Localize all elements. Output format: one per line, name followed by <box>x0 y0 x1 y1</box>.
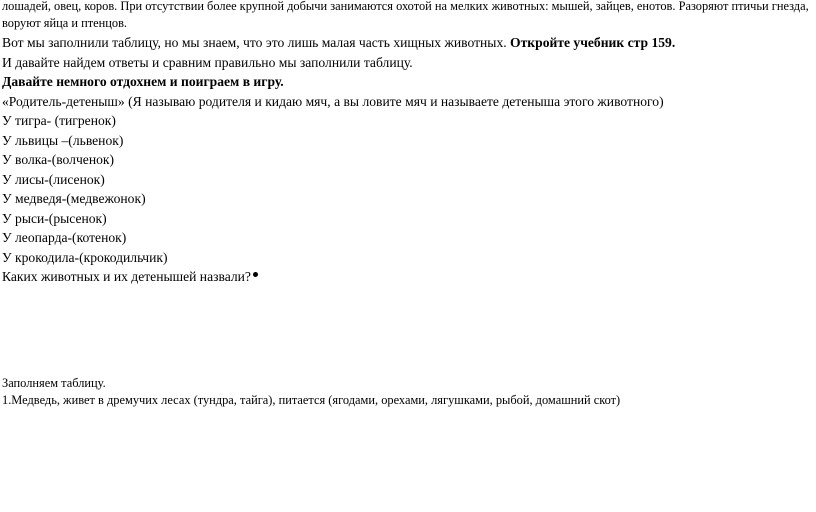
textbook-page-reference: Откройте учебник стр 159. <box>510 35 676 50</box>
list-item: У тигра- (тигренок) <box>2 113 116 128</box>
parent-child-list <box>2 111 814 267</box>
blank-space <box>2 287 814 375</box>
list-item: У медведя-(медвежонок) <box>2 191 146 206</box>
list-item: У лисы-(лисенок) <box>2 171 105 187</box>
bullet-icon <box>253 272 258 277</box>
game-instruction: «Родитель-детеныш» (Я называю родителя и кидаю мяч, а вы ловите мяч и называете детеныша этого животного) <box>2 93 664 109</box>
list-item: У леопарда-(котенок) <box>2 230 127 245</box>
list-item: У львицы –(львенок) <box>2 132 124 148</box>
find-answers-text: И давайте найдем ответы и сравним правильно мы заполнили таблицу. <box>2 54 413 70</box>
list-item: У крокодила-(крокодильчик) <box>2 249 168 265</box>
question-line <box>2 267 814 287</box>
list-item: У волка-(волченок) <box>2 152 115 167</box>
question-text: Каких животных и их детенышей назвали? <box>2 269 251 284</box>
list-item: У рыси-(рысенок) <box>2 210 107 226</box>
rest-heading-text: Давайте немного отдохнем и поиграем в игру. <box>2 74 284 89</box>
bear-entry: 1.Медведь, живет в дремучих лесах (тундра, тайга), питается (ягодами, орехами, лягушками, рыбой, домашний скот) <box>2 392 621 407</box>
table-note <box>2 33 814 53</box>
document-page <box>2 0 814 409</box>
fill-table-heading: Заполняем таблицу. <box>2 375 106 390</box>
intro-paragraph: лошадей, овец, коров. При отсутствии более крупной добычи занимаются охотой на мелких животных: мышей, зайцев, енотов. Разоряют птичьи гнезда, воруют яйца и птенцов. <box>2 0 809 30</box>
table-note-text: Вот мы заполнили таблицу, но мы знаем, что это лишь малая часть хищных животных. <box>2 35 507 50</box>
rest-heading <box>2 72 814 92</box>
